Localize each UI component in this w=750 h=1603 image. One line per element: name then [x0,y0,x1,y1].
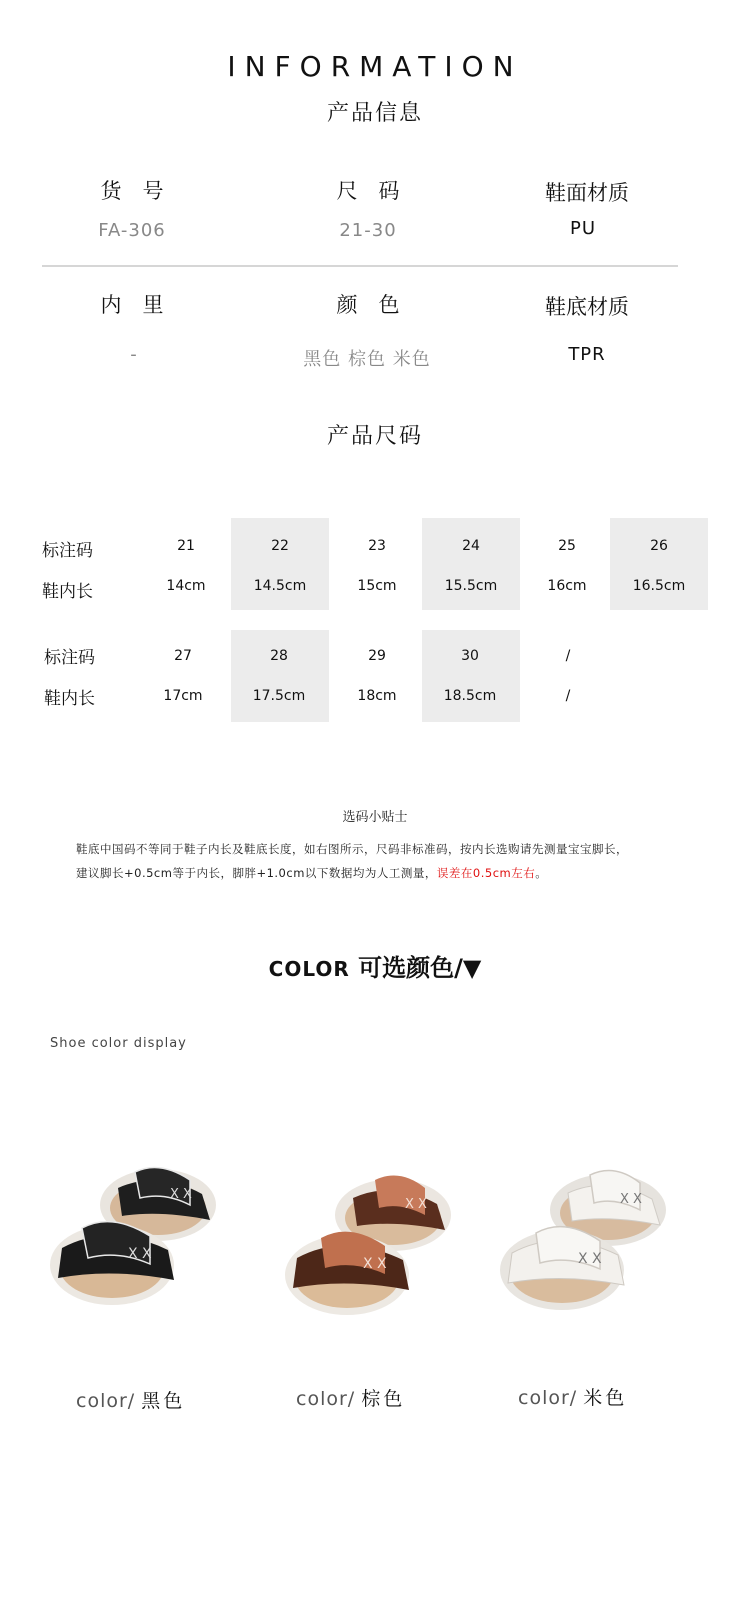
table-cell-bg [610,518,708,610]
color-section-title [0,948,750,983]
info-subtitle: 产品信息 [326,101,423,126]
size-cell: 28 [270,648,288,664]
table-cell-bg [231,518,329,610]
length-cell: 15cm [357,578,397,594]
tips-title: 选码小贴士 [342,810,408,825]
length-cell: 15.5cm [444,578,498,594]
length-cell: / [565,688,571,704]
svg-text:X X: X X [405,1197,427,1212]
svg-text:X X: X X [620,1192,642,1207]
sandal-white-icon [490,1155,680,1325]
size-cell: 30 [461,648,479,664]
color-caption-black [76,1386,185,1413]
length-cell: 14cm [166,578,206,594]
table-cell-bg [422,630,520,722]
caption-prefix: color/ [518,1387,578,1409]
caption-prefix: color/ [76,1390,136,1412]
upper-material-value: PU [569,218,597,239]
table-cell-bg [231,630,329,722]
length-label: 鞋内长 [42,582,93,602]
length-cell: 18cm [357,688,397,704]
caption-color-name: 黑色 [141,1390,186,1412]
sole-material-label: 鞋底材质 [545,295,629,319]
length-cell: 17cm [163,688,203,704]
length-cell: 16.5cm [632,578,686,594]
size-section-title: 产品尺码 [326,424,423,449]
info-divider [42,265,678,267]
item-no-label: 货 号 [100,179,164,203]
sandal-brown-icon [275,1160,465,1330]
svg-text:X X: X X [170,1187,192,1202]
colors-label: 颜 色 [336,293,400,317]
caption-color-name: 米色 [583,1387,628,1409]
lining-label: 内 里 [100,293,164,317]
size-cell: 23 [368,538,386,554]
size-cell: 27 [174,648,192,664]
tips-line-2-prefix: 建议脚长+0.5cm等于内长，脚胖+1.0cm以下数据均为人工测量， [76,866,437,880]
lining-value: - [130,344,138,365]
size-label: 标注码 [42,541,93,561]
table-cell-bg [422,518,520,610]
info-title: INFORMATION [227,50,523,83]
size-cell: 26 [650,538,668,554]
svg-text:X X: X X [578,1251,602,1267]
size-cell: 21 [177,538,195,554]
caption-prefix: color/ [296,1388,356,1410]
size-cell: 22 [271,538,289,554]
length-cell: 14.5cm [253,578,307,594]
length-cell: 17.5cm [252,688,306,704]
size-cell: / [565,648,571,664]
size-range-label: 尺 码 [336,179,400,203]
item-no-value: FA-306 [98,220,166,241]
size-cell: 29 [368,648,386,664]
color-caption-beige [518,1383,627,1410]
tips-line-1: 鞋底中国码不等同于鞋子内长及鞋底长度，如右图所示，尺码非标准码，按内长选购请先测量宝宝脚长， [76,842,628,856]
upper-material-label: 鞋面材质 [545,181,629,205]
length-cell: 16cm [547,578,587,594]
tips-line-2 [76,865,547,881]
tips-line-2-suffix: 。 [535,866,548,880]
caption-color-name: 棕色 [361,1388,406,1410]
color-title-cn: 可选颜色/ [358,954,463,982]
sandal-black-icon [40,1150,230,1320]
size-cell: 25 [558,538,576,554]
shoe-color-display-label: Shoe color display [50,1036,187,1051]
svg-text:X X: X X [363,1256,387,1272]
colors-value: 黑色 棕色 米色 [303,349,431,370]
size-cell: 24 [462,538,480,554]
color-caption-brown [296,1384,405,1411]
length-cell: 18.5cm [443,688,497,704]
svg-text:X X: X X [128,1246,152,1262]
color-title-en: COLOR [268,957,350,981]
tips-line-2-warning: 误差在0.5cm左右 [436,866,536,880]
length-label: 鞋内长 [44,689,95,709]
sole-material-value: TPR [568,344,606,365]
down-arrow-icon: ▼ [462,954,482,982]
size-range-value: 21-30 [339,220,397,241]
size-label: 标注码 [44,648,95,668]
